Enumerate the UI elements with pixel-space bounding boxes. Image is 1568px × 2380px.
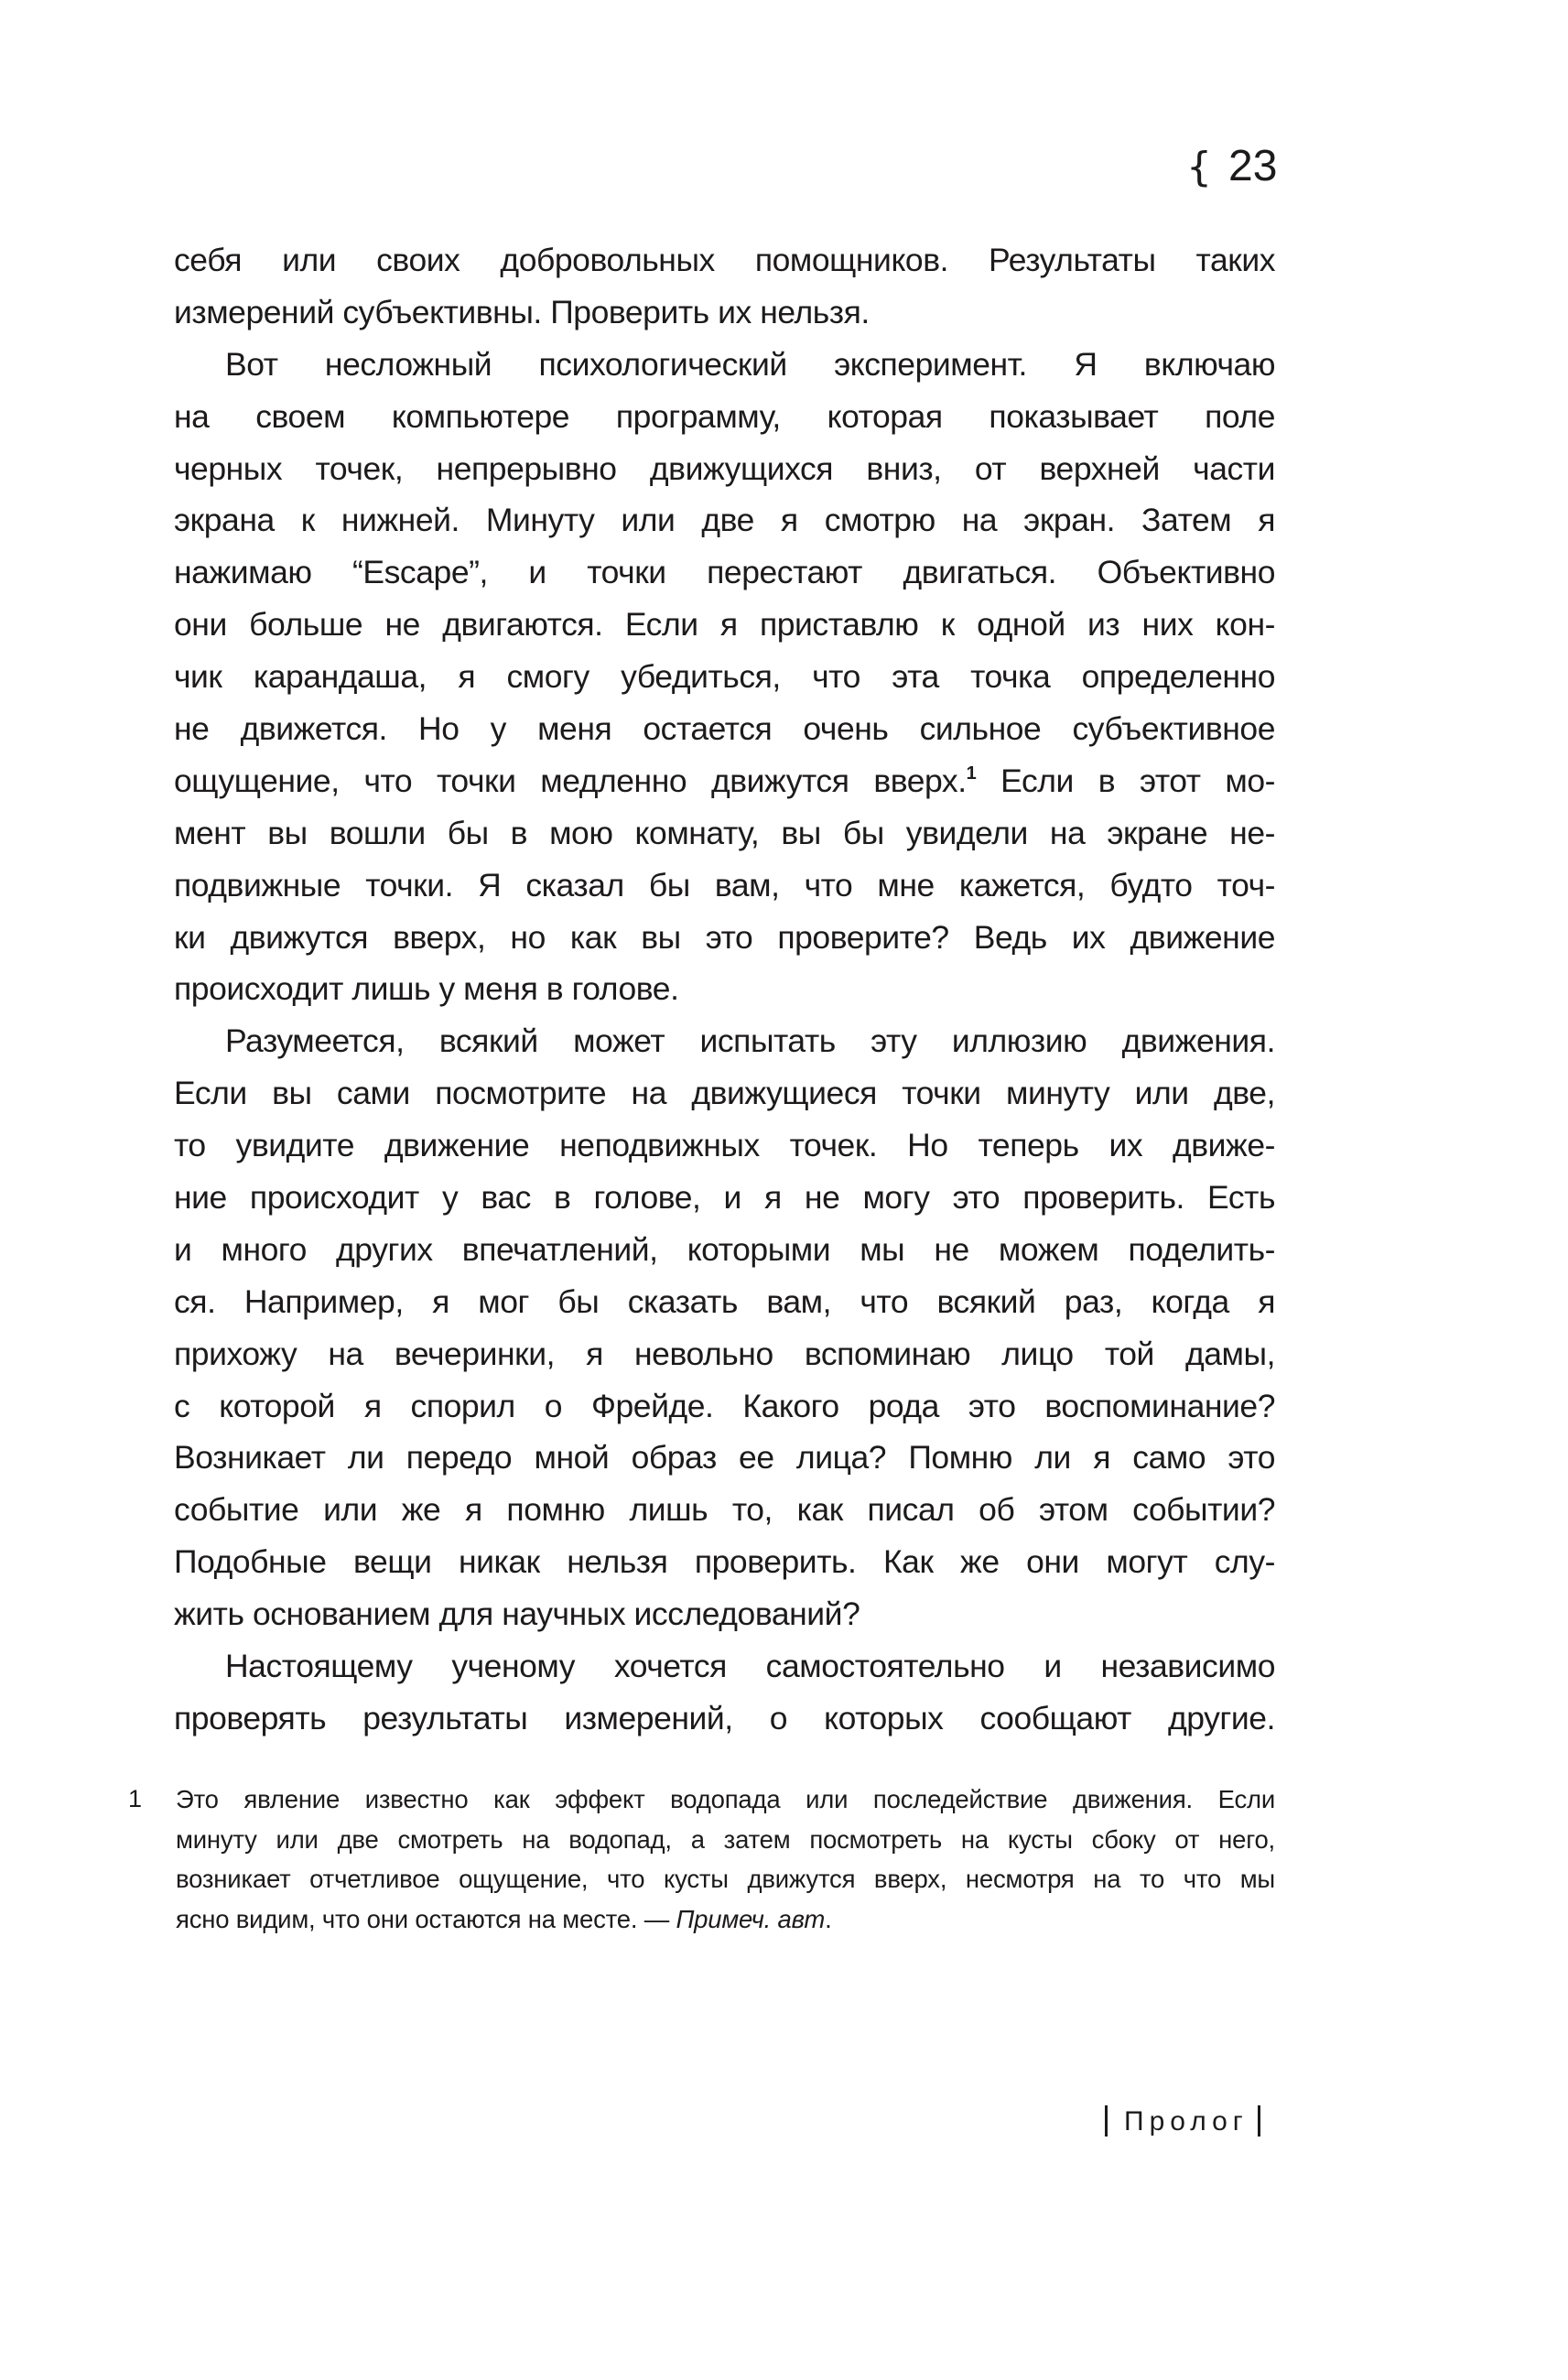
divider-bar [1258, 2105, 1260, 2137]
footnote-number: 1 [128, 1785, 143, 1812]
paragraph-start-line: Настоящему ученому хочется самостоятельно и независимо [225, 1648, 1275, 1685]
text-line: нажимаю “Escape”, и точки перестают двигаться. Объективно [174, 554, 1275, 591]
text-line: событие или же я помню лишь то, как писал об этом событии? [174, 1491, 1275, 1529]
text-line: мент вы вошли бы в мою комнату, вы бы увидели на экране не- [174, 814, 1275, 851]
running-footer [1105, 2102, 1275, 2142]
text-line: происходит лишь у меня в голове. [174, 970, 679, 1008]
footnote-line: возникает отчетливое ощущение, что кусты движутся вверх, несмотря на то что мы [176, 1865, 1275, 1893]
footnote-end: . [825, 1904, 832, 1933]
text-line: черных точек, непрерывно движущихся вниз, от верхней части [174, 449, 1275, 487]
paragraph-start-line: Разумеется, всякий может испытать эту иллюзию движения. [225, 1022, 1275, 1060]
footnote-line [176, 1899, 1275, 1940]
divider-bar [1105, 2105, 1108, 2137]
text-line: проверять результаты измерений, о которых сообщают другие. [174, 1699, 1275, 1736]
footnote-line: минуту или две смотреть на водопад, а затем посмотреть на кусты сбоку от него, [176, 1824, 1275, 1854]
text-line: и много других впечатлений, которыми мы не можем поделить- [174, 1230, 1275, 1268]
text-line: ки движутся вверх, но как вы это проверите? Ведь их движение [174, 918, 1275, 956]
page-number [1186, 139, 1277, 195]
footnote-text: ясно видим, что они остаются на месте. — [176, 1904, 676, 1933]
chapter-title: Пролог [1124, 2106, 1249, 2137]
text-line: экрана к нижней. Минуту или две я смотрю на экран. Затем я [174, 502, 1275, 539]
text-line-with-footnote-ref [174, 755, 1275, 807]
text-line: они больше не двигаются. Если я приставлю к одной из них кон- [174, 606, 1275, 644]
text-line: то увидите движение неподвижных точек. Но теперь их движе- [174, 1127, 1275, 1164]
footnote-body [176, 1780, 1275, 1939]
text-line: Если вы сами посмотрите на движущиеся точки минуту или две, [174, 1075, 1275, 1112]
body-text [174, 234, 1275, 1745]
text-line: ся. Например, я мог бы сказать вам, что всякий раз, когда я [174, 1282, 1275, 1320]
text-line: ние происходит у вас в голове, и я не могу это проверить. Есть [174, 1179, 1275, 1217]
text-line: чик карандаша, я смогу убедиться, что эта точка определенно [174, 658, 1275, 696]
text-line: не движется. Но у меня остается очень сильное субъективное [174, 710, 1275, 748]
text-line: на своем компьютере программу, которая показывает поле [174, 397, 1275, 435]
brace-ornament: { [1186, 144, 1212, 190]
text-line: Возникает ли передо мной образ ее лица? Помню ли я само это [174, 1439, 1275, 1477]
text-line: себя или своих добровольных помощников. Результаты таких [174, 242, 1275, 278]
text-segment: ощущение, что точки медленно движутся вверх. [174, 762, 967, 799]
text-line: измерений субъективны. Проверить их нельзя. [174, 293, 870, 330]
text-line: с которой я спорил о Фрейде. Какого рода это воспоминание? [174, 1387, 1275, 1424]
text-line: Подобные вещи никак нельзя проверить. Как же они могут слу- [174, 1543, 1275, 1581]
footnote-line: Это явление известно как эффект водопада или последействие движения. Если [176, 1785, 1275, 1813]
text-line: жить основанием для научных исследований? [174, 1596, 860, 1633]
text-line: подвижные точки. Я сказал бы вам, что мне кажется, будто точ- [174, 866, 1275, 903]
footnote-attribution: Примеч. авт [676, 1904, 826, 1933]
paragraph-start-line: Вот несложный психологический эксперимент. Я включаю [225, 345, 1275, 383]
text-line: прихожу на вечеринки, я невольно вспоминаю лицо той дамы, [174, 1335, 1275, 1372]
page-number-value: 23 [1228, 142, 1278, 190]
text-segment: Если в этот мо- [976, 762, 1275, 799]
footnote-reference[interactable]: 1 [966, 763, 977, 784]
